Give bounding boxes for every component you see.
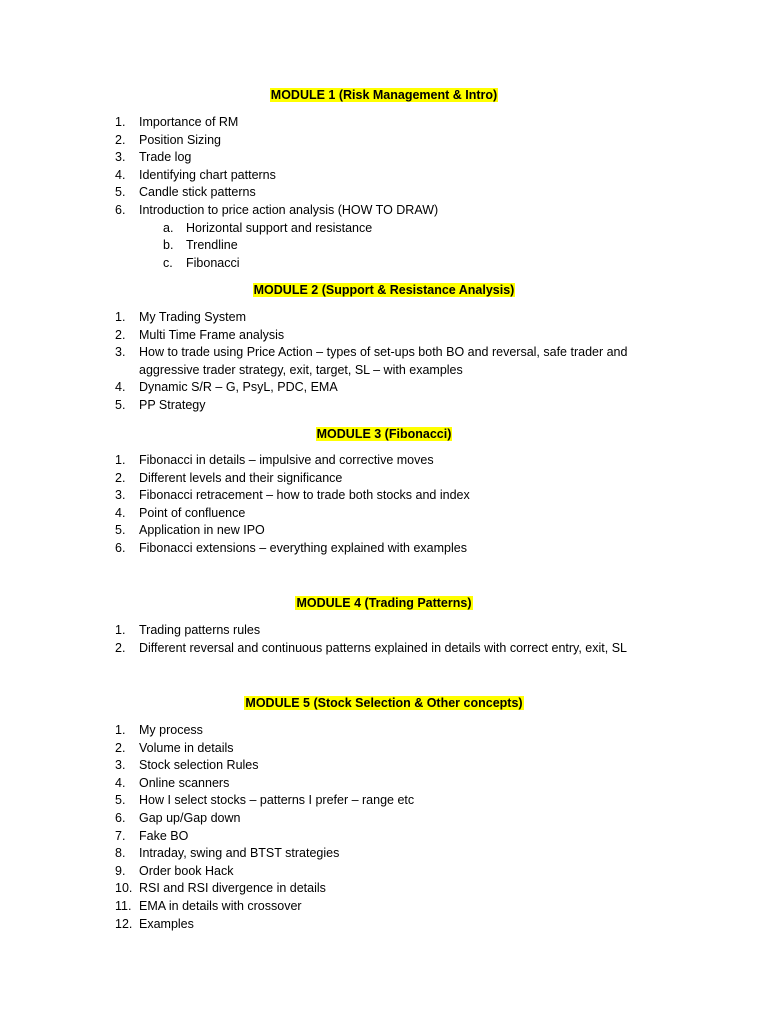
module-1-title: MODULE 1 (Risk Management & Intro): [270, 88, 498, 102]
module-4-heading: [0, 595, 768, 612]
module-3-title: MODULE 3 (Fibonacci): [316, 427, 452, 441]
module-2-title: MODULE 2 (Support & Resistance Analysis): [253, 283, 515, 297]
module-3-heading: [0, 426, 768, 443]
module-1-heading: [0, 87, 768, 104]
module-4-title: MODULE 4 (Trading Patterns): [296, 596, 472, 610]
module-5-heading: [0, 695, 768, 712]
module-2-heading: [0, 282, 768, 299]
module-5-title: MODULE 5 (Stock Selection & Other concepts): [245, 696, 523, 710]
